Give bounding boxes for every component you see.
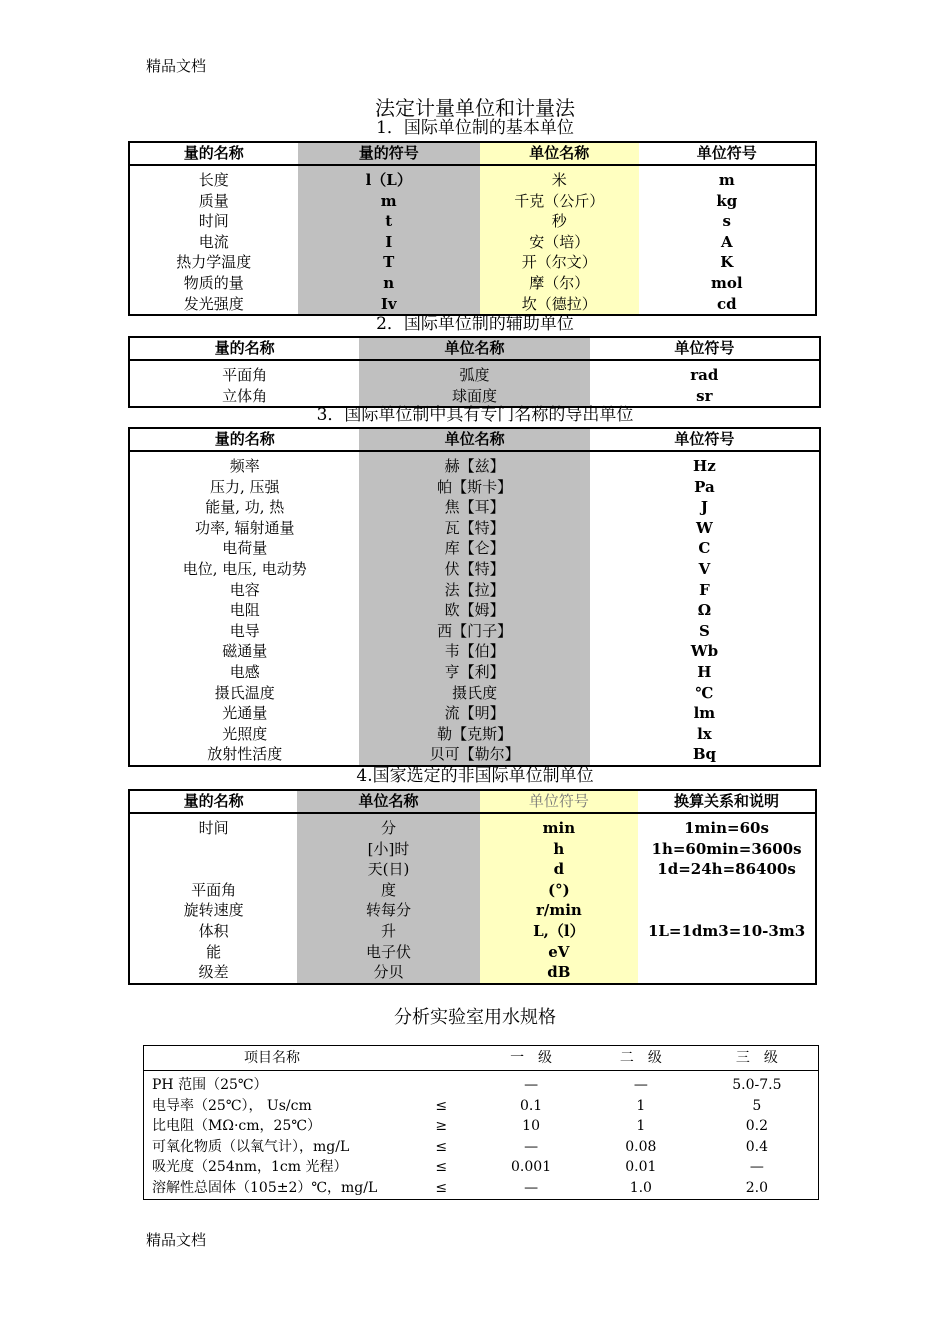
table-row [129,497,820,518]
table-row [129,273,816,294]
table-row [129,818,816,839]
table-cell: 弧度 [359,365,589,386]
table-row [129,683,820,704]
table-row [129,724,820,745]
water-spec-title: 分析实验室用水规格 [394,1007,556,1028]
table-cell: 帕【斯卡】 [359,477,589,498]
table-cell: 能 [206,942,222,961]
table-cell: 勒【克斯】 [359,724,589,745]
table-cell: 旋转速度 [183,901,244,920]
table-cell: 能量, 功, 热 [205,498,285,517]
table-cell: cd [716,294,737,313]
table-row [144,1075,819,1096]
table-cell: 西【门子】 [359,621,589,642]
table-cell: 摩（尔） [480,273,639,294]
table-cell: mol [710,273,743,292]
table-cell: 溶解性总固体（105±2）℃，mg/L [152,1179,378,1196]
table-cell: 放射性活度 [207,745,283,764]
table-cell: PH 范围（25℃） [152,1077,268,1093]
table-row [144,1137,819,1158]
table-row [129,456,820,477]
table-cell: 1h=60min=3600s [651,839,802,858]
table-cell [406,1075,476,1096]
table-cell: ≥ [435,1118,448,1135]
table-cell: 球面度 [359,386,589,408]
table-cell: 电容 [229,580,260,599]
table-cell: 电导率（25℃）， Us/cm [152,1097,312,1114]
table-row [129,252,816,273]
non-si-units-table [128,789,817,985]
table-cell: — [633,1077,648,1093]
table-cell: 级差 [198,963,229,982]
table-cell: 发光强度 [183,294,244,313]
table-row [129,962,816,984]
table-cell: lx [697,724,712,743]
table-cell: 平面角 [222,366,268,384]
table-cell: 贝可【勒尔】 [359,744,589,766]
section2-title: 2．国际单位制的辅助单位 [376,314,574,334]
table-cell [638,942,816,963]
header-cell: 量的符号 [298,142,480,165]
table-cell: — [524,1077,539,1093]
table-cell: Iv [298,294,480,316]
table-cell: Hz [693,457,716,475]
table-cell: A [720,232,733,251]
table-cell: t [298,211,480,232]
table-cell: 功率, 辐射通量 [194,518,295,537]
table-cell: S [698,621,710,640]
table-cell: 摄氏度 [359,683,589,704]
table-cell: 0.08 [625,1138,657,1155]
header-cell: 单位符号 [590,428,820,451]
page-footer-note: 精品文档 [146,1231,207,1249]
header-cell: 量的名称 [129,428,359,451]
table-cell: 长度 [198,171,229,189]
table-cell: 安（培） [480,232,639,253]
table-header-row [144,1046,819,1071]
table-cell [129,839,297,860]
table-row [144,1116,819,1137]
header-cell: 量的名称 [129,337,359,360]
table-cell: 质量 [198,191,229,210]
table-cell: l（L） [298,170,480,191]
table-cell: rad [690,366,719,384]
table-row [129,600,820,621]
table-cell: s [722,212,731,231]
table-cell [638,962,816,984]
table-cell: 时间 [198,819,229,837]
header-cell: 量的名称 [129,142,298,165]
table-row [129,580,820,601]
table-cell: 升 [297,921,479,942]
table-cell: ℃ [695,683,714,702]
derived-units-table [128,427,821,767]
header-cell: 单位符号 [480,790,638,813]
table-row [129,191,816,212]
table-cell: ≤ [435,1179,448,1196]
table-row [129,477,820,498]
table-cell: 库【仑】 [359,538,589,559]
table-row [129,839,816,860]
table-cell: 秒 [480,211,639,232]
table-cell: dB [480,962,638,984]
table-cell: 1 [636,1118,646,1135]
header-cell: 二 级 [586,1046,696,1071]
supplementary-units-table [128,336,821,408]
table-cell: J [700,498,708,517]
table-cell: 时间 [198,212,229,231]
table-cell: 电阻 [229,601,260,620]
table-cell: T [298,252,480,273]
table-cell: (°) [480,880,638,901]
table-cell: 赫【兹】 [359,456,589,477]
table-cell: 电位, 电压, 电动势 [182,559,307,578]
table-cell: 1.0 [629,1179,652,1196]
table-row [129,211,816,232]
table-cell: 0.1 [519,1097,543,1114]
table-row [129,365,820,386]
table-cell: W [695,518,713,537]
header-cell: 一 级 [476,1046,586,1071]
table-cell: 光照度 [222,724,268,743]
table-cell: 亨【利】 [359,662,589,683]
table-cell: 可氧化物质（以氧气计），mg/L [152,1138,350,1155]
table-cell: 分贝 [297,962,479,984]
table-row [129,386,820,408]
header-cell: 单位名称 [359,337,589,360]
table-cell: 平面角 [191,880,237,899]
page-title: 法定计量单位和计量法 [375,96,575,120]
table-cell: h [480,839,638,860]
table-cell: — [524,1138,539,1155]
table-cell: 千克（公斤） [480,191,639,212]
table-header-row [129,337,820,360]
table-header-row [129,790,816,813]
table-row [129,942,816,963]
table-cell: 比电阻（MΩ·cm，25℃） [152,1118,321,1135]
table-cell: 物质的量 [183,273,244,292]
header-cell: 三 级 [696,1046,819,1071]
table-cell: 欧【姆】 [359,600,589,621]
table-cell: 吸光度（254nm，1cm 光程） [152,1159,348,1176]
table-cell: Bq [692,745,716,764]
table-cell: 压力, 压强 [209,477,280,496]
header-cell: 量的名称 [129,790,297,813]
table-row [129,900,816,921]
page-header-note: 精品文档 [146,57,207,75]
table-cell: d [480,859,638,880]
table-cell: 电感 [229,662,260,681]
table-row [129,662,820,683]
table-row [144,1157,819,1178]
table-cell: 电子伏 [297,942,479,963]
table-cell: 转每分 [297,900,479,921]
table-cell: 天(日) [297,859,479,880]
table-cell: 0.01 [625,1159,657,1176]
table-row [129,518,820,539]
table-cell: 5.0-7.5 [732,1077,782,1093]
table-cell: 分 [297,818,479,839]
table-cell: sr [696,386,713,405]
table-cell: 伏【特】 [359,559,589,580]
table-row [129,538,820,559]
table-row [129,703,820,724]
table-cell: 立体角 [222,386,268,405]
water-spec-table [143,1045,819,1200]
table-row [129,880,816,901]
table-cell: Pa [694,477,715,496]
table-cell: 10 [522,1118,540,1135]
table-cell: 1d=24h=86400s [657,860,796,879]
table-cell: 0.001 [511,1159,552,1176]
table-cell: min [480,818,638,839]
table-cell: I [298,232,480,253]
table-row [129,170,816,191]
table-cell: m [718,171,735,189]
table-header-row [129,428,820,451]
table-cell: — [749,1159,764,1176]
table-cell: 米 [480,170,639,191]
section1-title: 1．国际单位制的基本单位 [376,118,574,138]
table-row [129,559,820,580]
table-cell: 坎（德拉） [480,294,639,316]
table-cell: 摄氏温度 [214,683,275,702]
table-cell: 频率 [229,457,260,475]
table-cell: 焦【耳】 [359,497,589,518]
table-row [129,294,816,316]
table-cell [129,859,297,880]
table-cell: eV [480,942,638,963]
table-cell: 法【拉】 [359,580,589,601]
table-cell [638,880,816,901]
table-cell: H [697,662,712,681]
table-cell: 1L=1dm3=10-3m3 [647,921,806,940]
table-cell: 1 [636,1097,646,1114]
table-cell: 0.2 [745,1118,768,1135]
table-cell: 开（尔文） [480,252,639,273]
table-cell: F [699,580,710,599]
table-row [129,859,816,880]
table-cell: 电流 [198,232,229,251]
table-cell: ≤ [435,1138,448,1155]
table-cell: 流【明】 [359,703,589,724]
header-cell: 换算关系和说明 [638,790,816,813]
header-cell: 单位符号 [639,142,816,165]
table-cell: 韦【伯】 [359,641,589,662]
header-cell: 单位名称 [359,428,589,451]
table-row [144,1178,819,1199]
table-row [129,621,820,642]
table-cell: C [698,539,711,558]
table-cell: 1min=60s [684,819,769,837]
table-row [129,921,816,942]
section4-title: 4.国家选定的非国际单位制单位 [356,766,594,786]
table-cell: [小]时 [297,839,479,860]
header-cell [406,1046,476,1071]
table-cell: 磁通量 [222,642,268,661]
table-row [129,641,820,662]
table-row [144,1096,819,1117]
header-cell: 单位符号 [590,337,820,360]
header-cell: 项目名称 [144,1046,407,1071]
table-cell: Wb [690,642,719,661]
section3-title: 3．国际单位制中具有专门名称的导出单位 [316,405,634,425]
table-cell: 电荷量 [222,539,268,558]
table-cell: lm [693,704,716,723]
table-cell: r/min [480,900,638,921]
table-cell: 光通量 [222,704,268,723]
table-cell: Ω [697,601,712,620]
table-header-row [129,142,816,165]
header-cell: 单位名称 [480,142,639,165]
table-cell: 热力学温度 [176,253,252,272]
table-cell: 0.4 [745,1138,768,1155]
table-cell [638,900,816,921]
table-cell: 5 [752,1097,762,1114]
table-row [129,744,820,766]
table-cell: 度 [297,880,479,901]
table-cell: m [298,191,480,212]
table-cell: ≤ [435,1097,448,1114]
table-cell: K [720,253,734,272]
table-cell: — [524,1179,539,1196]
table-cell: n [298,273,480,294]
table-cell: L,（l） [480,921,638,942]
base-units-table [128,141,817,316]
table-cell: 瓦【特】 [359,518,589,539]
table-cell: 电导 [229,621,260,640]
table-cell: ≤ [435,1159,448,1176]
table-row [129,232,816,253]
header-cell: 单位名称 [297,790,479,813]
table-cell: kg [716,191,738,210]
table-cell: 体积 [198,921,229,940]
table-cell: 2.0 [745,1179,768,1196]
table-cell: V [698,559,711,578]
